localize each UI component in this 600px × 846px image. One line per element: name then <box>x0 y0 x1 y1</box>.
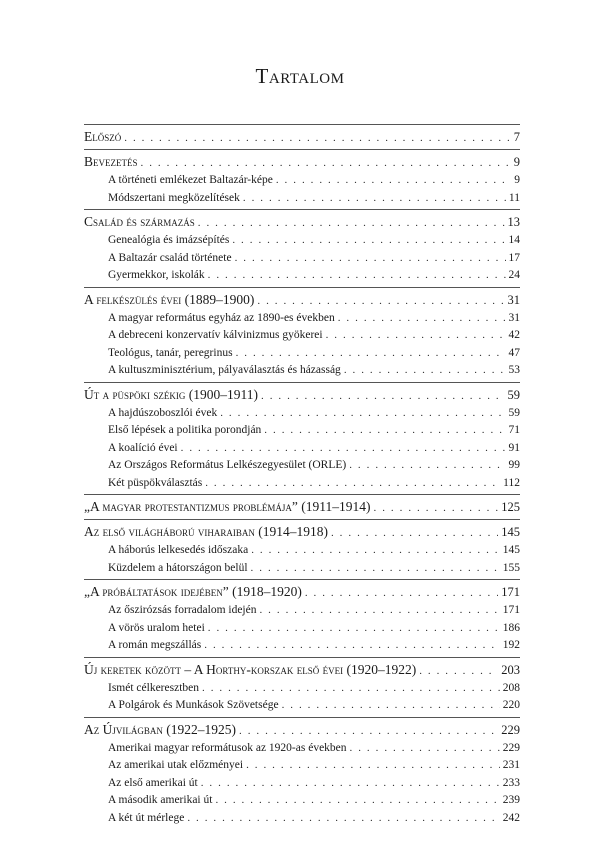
subsection-title: Amerikai magyar reformátusok az 1920-as években <box>108 741 347 754</box>
toc-section <box>84 519 520 577</box>
dot-leader <box>419 661 498 681</box>
toc-subsection-entry[interactable] <box>84 267 520 285</box>
toc-section <box>84 494 520 517</box>
toc-subsection-entry[interactable] <box>84 405 520 423</box>
subsection-title: A két út mérlege <box>108 811 185 824</box>
subsection-title: A kultuszminisztérium, pályaválasztás és házasság <box>108 364 341 376</box>
subsection-page-number: 24 <box>508 269 520 281</box>
subsection-title: A koalíció évei <box>108 441 178 454</box>
chapter-page-number: 59 <box>507 387 520 402</box>
subsection-page-number: 192 <box>502 639 520 651</box>
dot-leader <box>259 602 499 620</box>
toc-section <box>84 209 520 285</box>
dot-leader <box>374 498 499 518</box>
subsection-title: A Polgárok és Munkások Szövetsége <box>108 699 279 711</box>
section-divider <box>84 382 520 383</box>
toc-chapter-entry[interactable] <box>84 152 520 172</box>
toc-subsection-entry[interactable] <box>84 560 520 578</box>
dot-leader <box>198 213 505 233</box>
subsection-page-number: 59 <box>508 406 520 419</box>
toc-subsection-entry[interactable] <box>84 775 520 793</box>
toc-subsection-entry[interactable] <box>84 232 520 250</box>
subsection-page-number: 71 <box>508 424 520 436</box>
dot-leader <box>251 560 500 578</box>
dot-leader <box>236 345 506 363</box>
toc-subsection-entry[interactable] <box>84 620 520 638</box>
chapter-title: Az első világháború viharaiban (1914–1918) <box>84 524 328 539</box>
toc-section <box>84 124 520 147</box>
chapter-page-number: 203 <box>501 662 520 677</box>
toc-subsection-entry[interactable] <box>84 172 520 190</box>
toc-chapter-entry[interactable] <box>84 582 520 602</box>
subsection-title: Az első amerikai út <box>108 776 198 789</box>
subsection-page-number: 231 <box>502 759 520 771</box>
section-divider <box>84 519 520 520</box>
dot-leader <box>326 327 506 345</box>
dot-leader <box>235 250 506 268</box>
dot-leader <box>251 542 500 560</box>
toc-subsection-entry[interactable] <box>84 440 520 458</box>
subsection-title: A történeti emlékezet Baltazár-képe <box>108 174 273 186</box>
subsection-title: A hajdúszoboszlói évek <box>108 406 218 419</box>
dot-leader <box>246 757 500 775</box>
subsection-page-number: 208 <box>502 681 520 694</box>
section-divider <box>84 494 520 495</box>
chapter-title: Előszó <box>84 129 122 144</box>
toc-chapter-entry[interactable] <box>84 720 520 740</box>
section-divider <box>84 717 520 718</box>
subsection-page-number: 53 <box>508 364 520 376</box>
subsection-page-number: 17 <box>508 251 520 264</box>
subsection-title: A román megszállás <box>108 639 202 651</box>
chapter-page-number: 145 <box>501 525 520 539</box>
subsection-page-number: 145 <box>502 544 520 556</box>
subsection-page-number: 229 <box>502 741 520 754</box>
subsection-title: Gyermekkor, iskolák <box>108 269 205 281</box>
dot-leader <box>201 775 500 793</box>
subsection-title: A háborús lelkesedés időszaka <box>108 544 249 556</box>
subsection-page-number: 9 <box>514 174 520 186</box>
subsection-page-number: 233 <box>502 776 520 789</box>
subsection-title: Az Országos Református Lelkészegyesület (ORLE) <box>108 459 347 471</box>
toc-subsection-entry[interactable] <box>84 740 520 758</box>
subsection-page-number: 242 <box>502 811 520 824</box>
chapter-title: Család és származás <box>84 214 195 229</box>
dot-leader <box>350 740 500 758</box>
subsection-title: Első lépések a politika porondján <box>108 424 262 436</box>
dot-leader <box>276 172 511 190</box>
dot-leader <box>215 792 499 810</box>
dot-leader <box>239 721 498 741</box>
dot-leader <box>331 523 498 543</box>
subsection-page-number: 91 <box>508 441 520 454</box>
chapter-page-number: 31 <box>507 292 520 307</box>
dot-leader <box>181 440 506 458</box>
dot-leader <box>141 153 511 173</box>
subsection-page-number: 99 <box>508 459 520 471</box>
chapter-title: Út a püspöki székig (1900–1911) <box>84 386 258 402</box>
subsection-title: A magyar református egyház az 1890-es években <box>108 311 335 324</box>
toc-subsection-entry[interactable] <box>84 475 520 493</box>
subsection-title: Ismét célkeresztben <box>108 681 199 694</box>
subsection-page-number: 220 <box>502 699 520 711</box>
toc-subsection-entry[interactable] <box>84 757 520 775</box>
chapter-title: Új keretek között – A Horthy-korszak első évei (1920–1922) <box>84 661 417 677</box>
subsection-page-number: 171 <box>502 604 520 616</box>
subsection-title: A második amerikai út <box>108 794 213 806</box>
toc-subsection-entry[interactable] <box>84 810 520 828</box>
dot-leader <box>282 697 500 715</box>
section-divider <box>84 149 520 150</box>
section-divider <box>84 657 520 658</box>
dot-leader <box>202 680 500 698</box>
toc-subsection-entry[interactable] <box>84 792 520 810</box>
dot-leader <box>261 386 505 406</box>
chapter-page-number: 9 <box>513 155 520 169</box>
subsection-page-number: 155 <box>502 561 520 574</box>
toc-chapter-entry[interactable] <box>84 127 520 147</box>
toc-subsection-entry[interactable] <box>84 542 520 560</box>
toc-section <box>84 287 520 380</box>
toc-chapter-entry[interactable] <box>84 497 520 517</box>
chapter-page-number: 229 <box>501 722 520 737</box>
toc-section <box>84 382 520 493</box>
subsection-title: A Baltazár család története <box>108 251 232 264</box>
toc-section <box>84 717 520 828</box>
toc-subsection-entry[interactable] <box>84 422 520 440</box>
subsection-title: A debreceni konzervatív kálvinizmus gyökerei <box>108 329 323 341</box>
subsection-page-number: 11 <box>508 191 520 204</box>
toc-subsection-entry[interactable] <box>84 190 520 208</box>
toc-chapter-entry[interactable] <box>84 290 520 310</box>
subsection-title: Módszertani megközelítések <box>108 191 240 204</box>
dot-leader <box>264 422 505 440</box>
section-divider <box>84 287 520 288</box>
toc-subsection-entry[interactable] <box>84 327 520 345</box>
dot-leader <box>232 232 505 250</box>
toc-subsection-entry[interactable] <box>84 250 520 268</box>
subsection-title: A vörös uralom hetei <box>108 621 205 634</box>
toc-subsection-entry[interactable] <box>84 637 520 655</box>
subsection-title: Genealógia és imázsépítés <box>108 234 230 246</box>
toc-subsection-entry[interactable] <box>84 602 520 620</box>
chapter-title: A felkészülés évei (1889–1900) <box>84 291 255 307</box>
toc-subsection-entry[interactable] <box>84 457 520 475</box>
chapter-page-number: 7 <box>513 130 520 144</box>
section-divider <box>84 124 520 125</box>
subsection-page-number: 42 <box>508 329 520 341</box>
page-title: Tartalom <box>255 64 345 88</box>
subsection-page-number: 239 <box>502 794 520 806</box>
chapter-page-number: 171 <box>501 585 520 599</box>
toc-section <box>84 657 520 715</box>
chapter-title: „A magyar protestantizmus problémája” (1911–1914) <box>84 499 371 514</box>
subsection-page-number: 31 <box>508 311 520 324</box>
subsection-title: Az őszirózsás forradalom idején <box>108 604 257 616</box>
subsection-page-number: 186 <box>502 621 520 634</box>
dot-leader <box>124 128 511 148</box>
chapter-title: Bevezetés <box>84 154 138 169</box>
toc-subsection-entry[interactable] <box>84 680 520 698</box>
dot-leader <box>187 810 499 828</box>
dot-leader <box>243 190 506 208</box>
dot-leader <box>208 620 500 638</box>
subsection-title: Az amerikai utak előzményei <box>108 759 244 771</box>
table-of-contents <box>84 122 520 827</box>
toc-subsection-entry[interactable] <box>84 310 520 328</box>
toc-subsection-entry[interactable] <box>84 697 520 715</box>
subsection-page-number: 112 <box>503 476 520 489</box>
chapter-title: „A próbáltatások idejében” (1918–1920) <box>84 584 302 599</box>
subsection-title: Teológus, tanár, peregrinus <box>108 346 233 359</box>
dot-leader <box>349 457 505 475</box>
subsection-title: Két püspökválasztás <box>108 476 203 489</box>
toc-subsection-entry[interactable] <box>84 345 520 363</box>
section-divider <box>84 579 520 580</box>
toc-section <box>84 149 520 207</box>
toc-chapter-entry[interactable] <box>84 660 520 680</box>
dot-leader <box>204 637 499 655</box>
toc-chapter-entry[interactable] <box>84 212 520 232</box>
chapter-page-number: 13 <box>507 215 520 229</box>
chapter-page-number: 125 <box>501 500 520 514</box>
toc-subsection-entry[interactable] <box>84 362 520 380</box>
subsection-page-number: 47 <box>508 346 520 359</box>
toc-chapter-entry[interactable] <box>84 522 520 542</box>
toc-section <box>84 579 520 655</box>
dot-leader <box>305 583 498 603</box>
dot-leader <box>208 267 506 285</box>
subsection-title: Küzdelem a hátországon belül <box>108 561 248 574</box>
dot-leader <box>338 310 506 328</box>
dot-leader <box>344 362 506 380</box>
dot-leader <box>205 475 500 493</box>
chapter-title: Az Újvilágban (1922–1925) <box>84 721 236 737</box>
subsection-page-number: 14 <box>508 234 520 246</box>
dot-leader <box>257 291 504 311</box>
dot-leader <box>220 405 505 423</box>
section-divider <box>84 209 520 210</box>
toc-chapter-entry[interactable] <box>84 385 520 405</box>
